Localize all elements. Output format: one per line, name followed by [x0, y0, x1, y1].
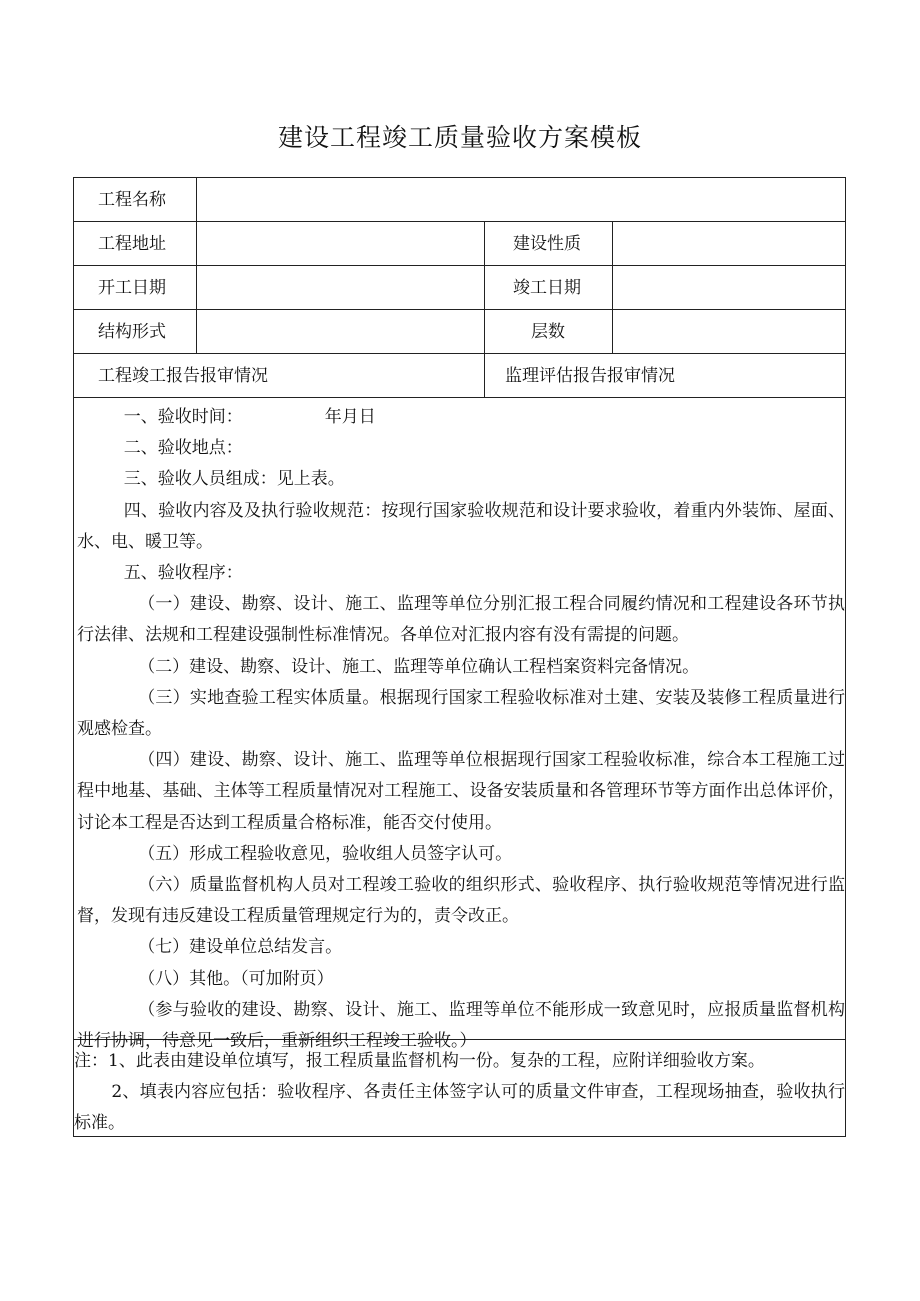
plan-place: 二、验收地点：: [123, 438, 243, 459]
project-address-label: 工程地址: [98, 234, 166, 254]
start-date-field[interactable]: [197, 266, 483, 309]
form-notes: [74, 1046, 845, 1140]
procedure-step-6: （六）质量监督机构人员对工程竣工验收的组织形式、验收程序、执行验收规范等情况进行监督，发现有违反建设工程质量管理规定行为的，责令改正。: [77, 875, 845, 927]
procedure-step-9: （参与验收的建设、勘察、设计、施工、监理等单位不能形成一致意见时，应报质量监督机构进行协调，待意见一致后，重新组织工程竣工验收。）: [77, 999, 845, 1052]
plan-members: 三、验收人员组成：见上表。: [123, 469, 345, 490]
construction-nature-field[interactable]: [613, 222, 845, 265]
acceptance-plan-body: [77, 402, 845, 1057]
plan-procedure-heading: 五、验收程序：: [123, 563, 243, 584]
plan-content: 四、验收内容及及执行验收规范：按现行国家验收规范和设计要求验收，着重内外装饰、屋面、水、电、暖卫等。: [77, 500, 845, 552]
floors-field[interactable]: [613, 310, 845, 353]
column-divider: [484, 221, 485, 397]
construction-nature-label: 建设性质: [513, 234, 581, 254]
note-2: 2、填表内容应包括：验收程序、各责任主体签字认可的质量文件审查，工程现场抽查，验收执行标准。: [74, 1082, 845, 1134]
acceptance-form: [73, 177, 846, 1137]
procedure-step-4: （四）建设、勘察、设计、施工、监理等单位根据现行国家工程验收标准，综合本工程施工过程中地基、基础、主体等工程质量情况对工程施工、设备安装质量和各管理环节等方面作出总体评价，讨论本工程是否达到工程质量合格标准，能否交付使用。: [77, 750, 845, 833]
procedure-step-8: （八）其他。（可加附页）: [138, 968, 334, 989]
note-1: 注：1、此表由建设单位填写，报工程质量监督机构一份。复杂的工程，应附详细验收方案。: [74, 1051, 765, 1071]
project-address-field[interactable]: [197, 222, 483, 265]
procedure-step-1: （一）建设、勘察、设计、施工、监理等单位分别汇报工程合同履约情况和工程建设各环节执行法律、法规和工程建设强制性标准情况。各单位对汇报内容有没有需提的问题。: [77, 594, 845, 646]
structure-form-label: 结构形式: [98, 322, 166, 342]
procedure-step-2: （二）建设、勘察、设计、施工、监理等单位确认工程档案资料完备情况。: [138, 656, 700, 677]
procedure-step-7: （七）建设单位总结发言。: [138, 937, 343, 958]
completion-report-label: 工程竣工报告报审情况: [98, 366, 268, 386]
document-title: 建设工程竣工质量验收方案模板: [277, 123, 642, 152]
structure-form-field[interactable]: [197, 310, 483, 353]
project-name-field[interactable]: [197, 178, 845, 221]
floors-label: 层数: [531, 322, 565, 342]
plan-time-value: 年月日: [324, 407, 376, 427]
procedure-step-3: （三）实地查验工程实体质量。根据现行国家工程验收标准对土建、安装及装修工程质量进行观感检查。: [77, 687, 845, 740]
completion-date-label: 竣工日期: [513, 278, 581, 298]
plan-time-label: 一、验收时间：: [123, 407, 243, 427]
start-date-label: 开工日期: [98, 278, 166, 298]
project-name-label: 工程名称: [98, 190, 166, 210]
completion-date-field[interactable]: [613, 266, 845, 309]
procedure-step-5: （五）形成工程验收意见，验收组人员签字认可。: [138, 843, 513, 864]
plan-time: [77, 402, 845, 433]
supervision-report-label: 监理评估报告报审情况: [505, 366, 675, 386]
